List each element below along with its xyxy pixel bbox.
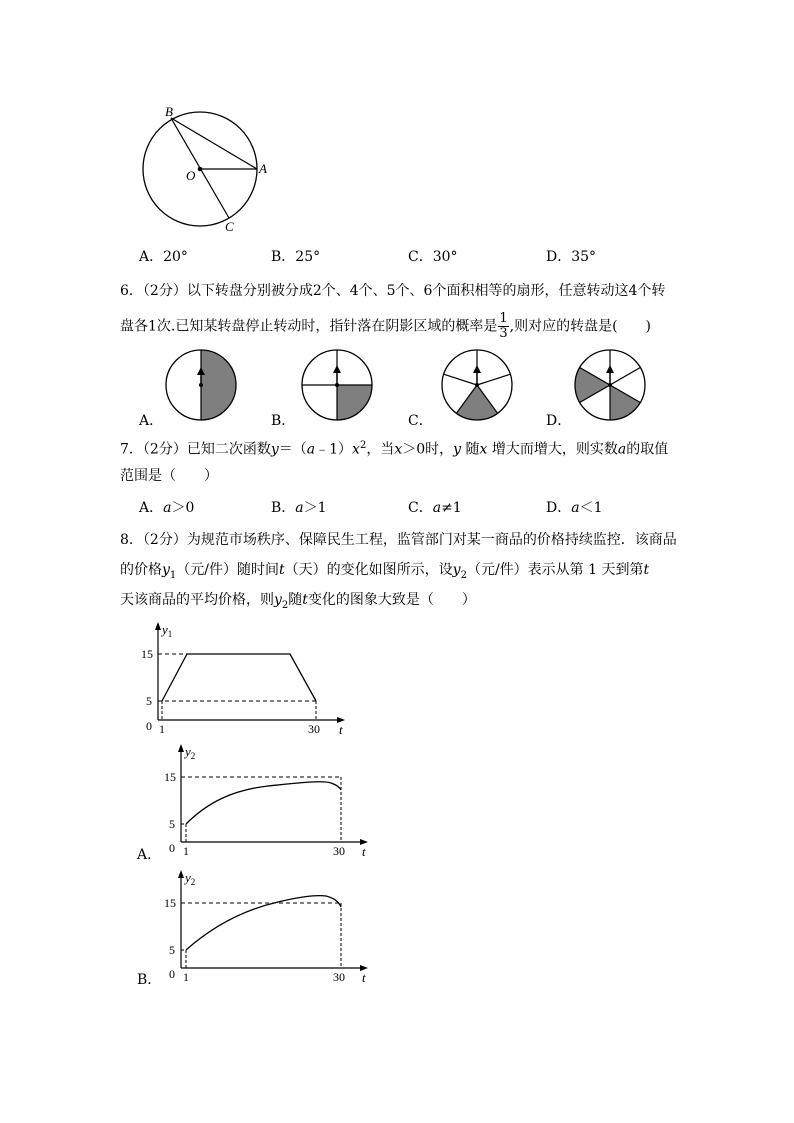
tick-15: 15 [141, 647, 153, 661]
option-text: ≠1 [441, 500, 462, 516]
var-y: y [453, 441, 462, 458]
tick-30: 30 [333, 844, 345, 858]
q8-text: 变化的图象大致是（ ） [307, 592, 476, 608]
q6-line-2-post: ,则对应的转盘是( ) [509, 318, 652, 335]
average-curve [186, 896, 341, 950]
q7-text: 7．（2分）已知二次函数 [120, 441, 271, 458]
center-dot [198, 167, 203, 172]
exponent: 2 [359, 440, 367, 451]
graph-y1 [140, 620, 360, 740]
chord-ba [171, 118, 257, 169]
spinner-d-pointer-head [606, 365, 614, 373]
q8-text: （元/件）表示从第 1 天到第 [466, 562, 644, 578]
origin-0: 0 [169, 841, 175, 855]
q7-text: 的取值 [626, 441, 669, 458]
q5-option-a[interactable]: A．20° [139, 249, 188, 265]
option-letter: C． [408, 500, 433, 516]
spinner-b [300, 348, 376, 424]
y-axis-arrow [178, 870, 184, 878]
var-x: x [479, 441, 488, 458]
spinner-c-divider-1 [477, 374, 510, 385]
q8-text: 随 [288, 592, 303, 608]
t-label: t [362, 970, 366, 985]
spinner-c-pointer-head [473, 365, 481, 373]
q6-option-c[interactable]: C． [408, 413, 433, 429]
q7-line-2: 范围是（ ） [120, 468, 218, 484]
q5-option-d[interactable]: D．35° [546, 249, 597, 265]
spinner-a-shaded-sector [201, 350, 236, 420]
var-t: t [279, 562, 285, 578]
circle-figure [130, 100, 280, 235]
q6-line-1: 6．（2分）以下转盘分别被分成2个、4个、5个、6个面积相等的扇形，任意转动这4个转 [120, 283, 666, 299]
tick-5: 5 [169, 817, 175, 831]
subscript: 2 [460, 569, 467, 581]
y1-label: $y_1$ [162, 622, 173, 639]
spinner-c-divider-4 [444, 374, 477, 385]
y2-label: $y_2$ [185, 744, 196, 761]
tick-30: 30 [308, 722, 320, 736]
var-x: x [352, 441, 360, 458]
label-c: C [225, 219, 234, 234]
var-a: a [432, 500, 442, 516]
var-y: y [274, 592, 282, 608]
tick-1: 1 [183, 970, 189, 984]
option-letter: D． [546, 500, 572, 516]
origin-0: 0 [146, 719, 152, 733]
q8-text: 的价格 [120, 562, 162, 578]
subscript: 2 [281, 599, 289, 611]
q6-line-2 [120, 312, 651, 341]
q7-text: ＞0时， [402, 441, 454, 458]
var-a: a [163, 500, 172, 516]
option-text: ＞0 [171, 500, 195, 516]
option-text: ＞1 [303, 500, 327, 516]
q8-option-b[interactable]: B． [137, 972, 162, 988]
q7-line-1 [120, 436, 668, 460]
q8-text: （元/件）随时间 [176, 562, 280, 578]
graph-option-b [163, 868, 383, 988]
option-letter: B． [271, 500, 296, 516]
q5-option-c[interactable]: C．30° [408, 249, 458, 265]
spinner-d-shaded-sector-2 [610, 385, 640, 420]
var-a: a [617, 441, 627, 458]
q5-option-b[interactable]: B．25° [271, 249, 321, 265]
var-t: t [643, 562, 650, 578]
spinner-b-pointer-head [333, 365, 341, 373]
q7-text: ﹣1） [315, 441, 353, 458]
q8-line-3 [120, 590, 476, 616]
spinner-d [573, 348, 649, 424]
q8-text: （天）的变化如图所示，设 [284, 562, 453, 578]
graph-option-a [163, 742, 383, 862]
option-letter: A． [139, 500, 164, 516]
var-a: a [571, 500, 580, 516]
t-label: t [339, 722, 343, 737]
option-text: ＜1 [579, 500, 603, 516]
tick-5: 5 [169, 943, 175, 957]
fraction-denominator: 3 [499, 326, 508, 341]
probability-fraction [498, 312, 508, 341]
t-label: t [362, 844, 366, 859]
spinner-a [164, 348, 240, 424]
subscript: 1 [169, 569, 177, 581]
label-b: B [165, 104, 173, 119]
q7-option-c[interactable] [408, 498, 462, 518]
label-a: A [259, 161, 267, 176]
origin-0: 0 [169, 967, 175, 981]
q8-option-a[interactable]: A． [137, 847, 162, 863]
y-axis-arrow [155, 622, 161, 630]
spinner-d-pivot [608, 383, 612, 387]
var-a: a [295, 500, 304, 516]
spinner-c [440, 348, 516, 424]
var-y: y [162, 562, 170, 578]
q6-option-a[interactable]: A． [139, 413, 164, 429]
q8-line-2 [120, 560, 649, 586]
q8-text: 天该商品的平均价格，则 [120, 592, 274, 608]
q6-line-2-pre: 盘各1次.已知某转盘停止转动时，指针落在阴影区域的概率是 [120, 318, 498, 335]
var-y: y [452, 562, 461, 578]
label-o: O [186, 168, 196, 183]
tick-1: 1 [183, 844, 189, 858]
spinner-a-pivot [199, 383, 203, 387]
q6-option-d[interactable]: D． [546, 413, 572, 429]
q7-text: ，当 [366, 441, 395, 458]
spinner-d-shaded-sector-1 [575, 368, 610, 403]
var-t: t [302, 592, 308, 608]
q7-option-d[interactable] [546, 498, 603, 518]
q7-option-b[interactable] [271, 498, 327, 518]
var-x: x [394, 441, 403, 458]
fraction-numerator: 1 [499, 311, 508, 326]
var-y: y [270, 441, 279, 458]
tick-1: 1 [159, 722, 165, 736]
q8-line-1: 8．（2分）为规范市场秩序、保障民生工程，监管部门对某一商品的价格持续监控．该商品 [120, 532, 677, 548]
tick-15: 15 [164, 770, 176, 784]
var-a: a [306, 441, 316, 458]
average-curve [186, 782, 341, 824]
tick-15: 15 [164, 896, 176, 910]
q7-text: ＝（ [278, 441, 307, 458]
q7-text: 增大而增大，则实数 [487, 441, 618, 458]
spinner-c-shaded-sector [456, 385, 497, 420]
spinner-c-pivot [475, 383, 479, 387]
tick-30: 30 [333, 970, 345, 984]
y-axis-arrow [178, 744, 184, 752]
tick-5: 5 [146, 694, 152, 708]
spinner-b-pivot [335, 383, 339, 387]
y2-label: $y_2$ [185, 870, 196, 887]
q7-option-a[interactable] [139, 498, 194, 518]
price-curve [162, 654, 316, 701]
q7-text: 随 [461, 441, 480, 458]
q6-option-b[interactable]: B． [271, 413, 296, 429]
